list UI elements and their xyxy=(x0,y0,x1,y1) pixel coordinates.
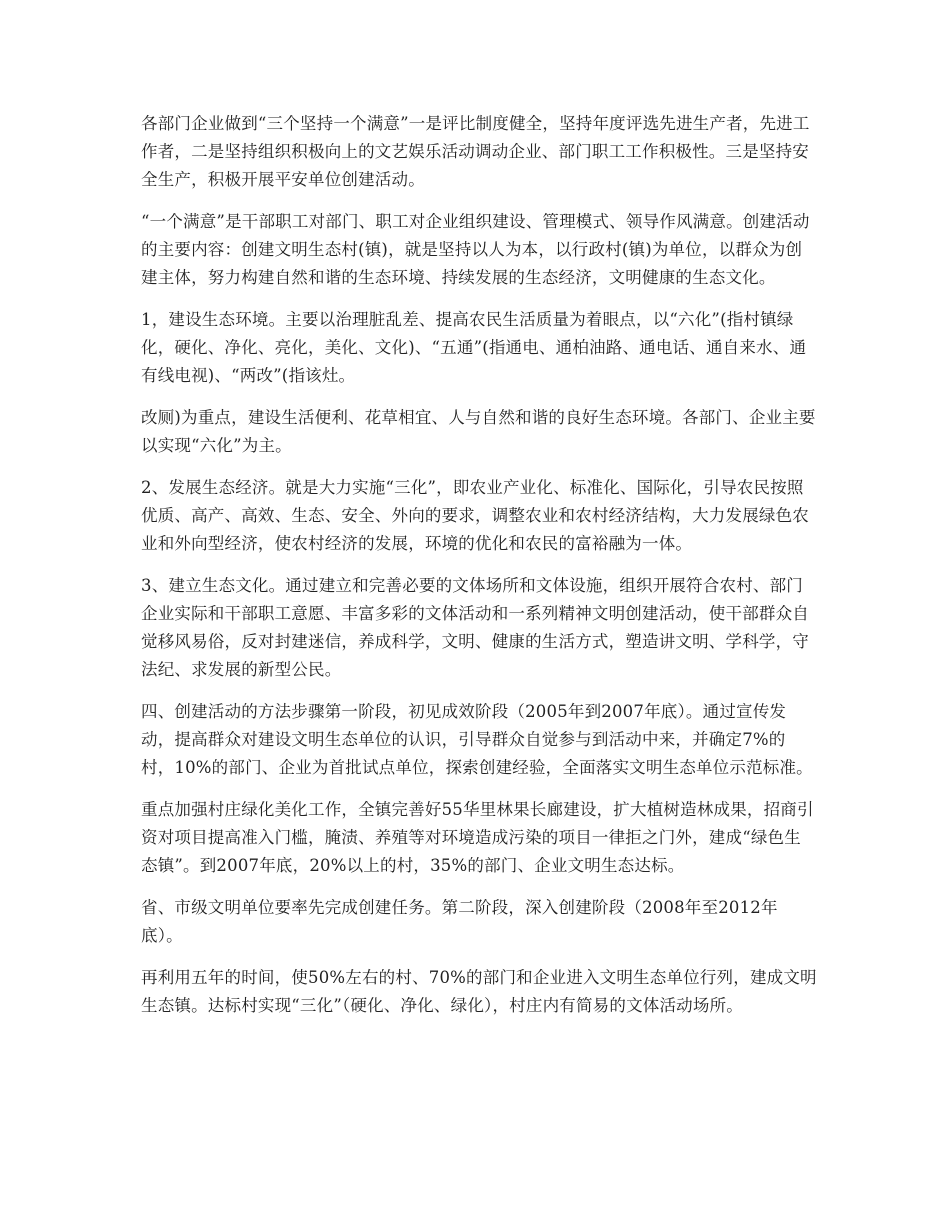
paragraph-8: 重点加强村庄绿化美化工作，全镇完善好55华里林果长廊建设，扩大植树造林成果，招商引资对项目提高准入门槛，腌渍、养殖等对环境造成污染的项目一律拒之门外，建成“绿色生态镇”。到2007年底，20%以上的村，35%的部门、企业文明生态达标。 xyxy=(141,800,814,875)
paragraph-4: 改厕)为重点，建设生活便利、花草相宜、人与自然和谐的良好生态环境。各部门、企业主要以实现“六化”为主。 xyxy=(141,408,816,455)
paragraph-1: 各部门企业做到“三个坚持一个满意”一是评比制度健全，坚持年度评选先进生产者，先进工作者，二是坚持组织积极向上的文艺娱乐活动调动企业、部门职工工作积极性。三是坚持安全生产，积极开展平安单位创建活动。 xyxy=(141,114,810,189)
paragraph-6: 3、建立生态文化。通过建立和完善必要的文体场所和文体设施，组织开展符合农村、部门企业实际和干部职工意愿、丰富多彩的文体活动和一系列精神文明创建活动，使干部群众自觉移风易俗，反对封建迷信，养成科学，文明、健康的生活方式，塑造讲文明、学科学，守法纪、求发展的新型公民。 xyxy=(141,576,809,679)
paragraph-5: 2、发展生态经济。就是大力实施“三化”，即农业产业化、标准化、国际化，引导农民按照优质、高产、高效、生态、安全、外向的要求，调整农业和农村经济结构，大力发展绿色农业和外向型经济，使农村经济的发展，环境的优化和农民的富裕融为一体。 xyxy=(141,478,809,553)
paragraph-7: 四、创建活动的方法步骤第一阶段，初见成效阶段（2005年到2007年底）。通过宣传发动，提高群众对建设文明生态单位的认识，引导群众自觉参与到活动中来，并确定7%的村，10%的部门、企业为首批试点单位，探索创建经验，全面落实文明生态单位示范标准。 xyxy=(141,702,813,777)
paragraph-2: “一个满意”是干部职工对部门、职工对企业组织建设、管理模式、领导作风满意。创建活动的主要内容：创建文明生态村(镇)，就是坚持以人为本，以行政村(镇)为单位，以群众为创建主体，努力构建自然和谐的生态环境、持续发展的生态经济，文明健康的生态文化。 xyxy=(141,212,810,287)
document-body xyxy=(141,110,817,1034)
paragraph-9: 省、市级文明单位要率先完成创建任务。第二阶段，深入创建阶段（2008年至2012年底）。 xyxy=(141,898,778,945)
paragraph-10: 再利用五年的时间，使50%左右的村、70%的部门和企业进入文明生态单位行列，建成文明生态镇。达标村实现“三化”（硬化、净化、绿化），村庄内有简易的文体活动场所。 xyxy=(141,968,817,1015)
paragraph-3: 1，建设生态环境。主要以治理脏乱差、提高农民生活质量为着眼点，以“六化”(指村镇绿化，硬化、净化、亮化，美化、文化)、“五通”(指通电、通柏油路、通电话、通自来水、通有线电视)、“两改”(指该灶。 xyxy=(141,310,807,385)
